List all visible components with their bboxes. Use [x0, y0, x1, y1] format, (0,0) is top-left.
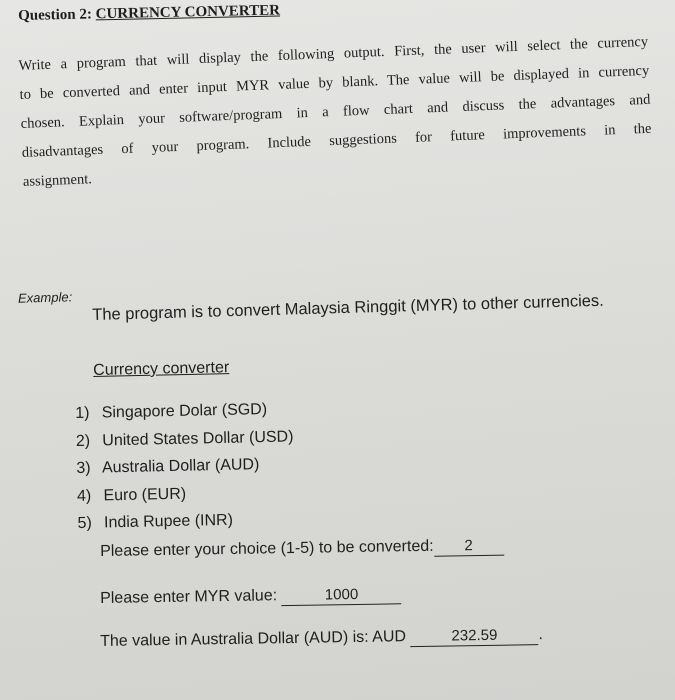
choice-prompt-line — [100, 537, 504, 562]
menu-item-label: India Rupee (INR) — [103, 511, 234, 532]
currency-menu — [75, 395, 295, 537]
question-heading — [18, 3, 280, 25]
question-title: CURRENCY CONVERTER — [95, 2, 281, 23]
paragraph-line: disadvantages of your program. Include suggestions for future improvements in the — [21, 120, 652, 161]
menu-item-number: 3) — [76, 459, 91, 477]
paragraph-line: to be converted and enter input MYR value by blank. The value will be displayed in currency — [19, 62, 650, 103]
myr-prompt-line — [100, 585, 402, 609]
choice-prompt: Please enter your choice (1-5) to be converted: — [100, 537, 434, 560]
menu-item-number: 2) — [75, 432, 91, 450]
menu-item-number: 1) — [75, 404, 90, 422]
menu-title: Currency converter — [93, 359, 230, 379]
instructions-paragraph — [18, 28, 653, 197]
example-intro: The program is to convert Malaysia Ringgit (MYR) to other currencies. — [92, 291, 604, 324]
menu-item — [75, 395, 293, 427]
menu-item-label: Singapore Dolar (SGD) — [101, 400, 268, 422]
myr-prompt: Please enter MYR value: — [100, 587, 278, 607]
menu-item — [76, 423, 294, 455]
paragraph-line: chosen. Explain your software/program in a flow chart and discuss the advantages and — [20, 91, 651, 132]
myr-value: 1000 — [281, 585, 401, 606]
paragraph-line: Write a program that will display the following output. First, the user will select the currency — [18, 33, 649, 74]
example-label: Example: — [17, 289, 73, 306]
menu-item-label: Australia Dollar (AUD) — [101, 456, 260, 477]
choice-value: 2 — [433, 537, 503, 557]
result-end: . — [538, 626, 544, 644]
menu-item-label: Euro (EUR) — [103, 485, 187, 504]
paragraph-line: assignment. — [22, 171, 93, 190]
result-line — [100, 626, 543, 652]
menu-item — [77, 505, 295, 537]
question-number: Question 2: — [18, 6, 93, 24]
menu-item-number: 5) — [77, 514, 92, 532]
menu-item-label: United States Dollar (USD) — [102, 427, 294, 449]
result-prompt: The value in Australia Dollar (AUD) is: AUD — [100, 628, 407, 650]
result-value: 232.59 — [410, 626, 538, 647]
menu-item-number: 4) — [76, 487, 92, 505]
